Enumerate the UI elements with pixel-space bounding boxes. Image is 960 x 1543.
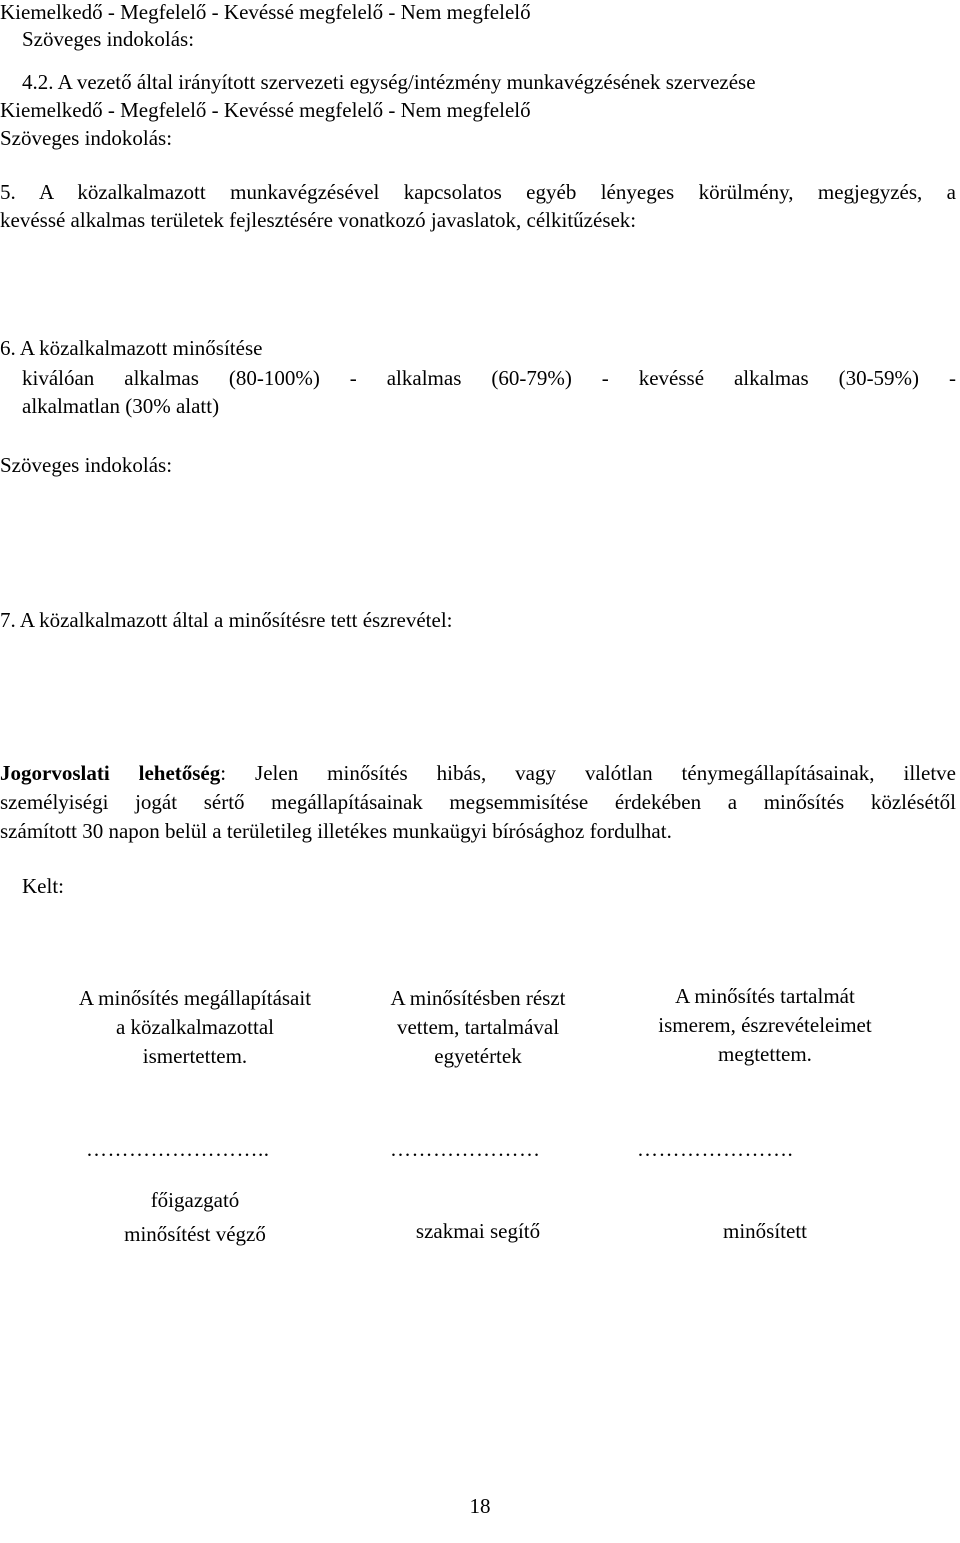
- section-5-line1: 5. A közalkalmazott munkavégzésével kapcsolatos egyéb lényeges körülmény, megjegyzés, a: [0, 180, 956, 204]
- date-label: Kelt:: [22, 874, 64, 898]
- role-line: szakmai segítő: [415, 1219, 541, 1243]
- statement-line: A minősítés tartalmát: [675, 984, 855, 1008]
- statement-line: A minősítésben részt: [390, 986, 566, 1010]
- statement-line: a közalkalmazottal: [115, 1015, 274, 1039]
- role-line: főigazgató: [150, 1188, 240, 1212]
- section-6-justification: Szöveges indokolás:: [0, 453, 173, 477]
- statement-line: megtettem.: [718, 1042, 812, 1066]
- section-4-2-rating-scale: Kiemelkedő - Megfelelő - Kevéssé megfelelő - Nem megfelelő: [0, 98, 531, 122]
- signature-role-evaluator: [60, 1183, 330, 1251]
- statement-line: ismerem, észrevételeimet: [658, 1013, 872, 1037]
- signature-line-evaluated: ………………….: [637, 1137, 794, 1161]
- section-6-scale-line1: kiválóan alkalmas (80-100%) - alkalmas (60-79%) - kevéssé alkalmas (30-59%) -: [22, 366, 956, 390]
- rating-scale-top: Kiemelkedő - Megfelelő - Kevéssé megfelelő - Nem megfelelő: [0, 0, 531, 24]
- role-line: minősített: [723, 1219, 807, 1243]
- signature-statement-assistant: [350, 984, 606, 1071]
- section-6-title: 6. A közalkalmazott minősítése: [0, 336, 263, 360]
- justification-label-top: Szöveges indokolás:: [22, 27, 195, 51]
- remedy-line1: [0, 761, 956, 786]
- role-line: minősítést végző: [124, 1222, 266, 1246]
- statement-line: vettem, tartalmával: [396, 1015, 560, 1039]
- section-4-2-justification: Szöveges indokolás:: [0, 126, 173, 150]
- section-5-line2: kevéssé alkalmas területek fejlesztésére vonatkozó javaslatok, célkitűzések:: [0, 208, 637, 232]
- signature-statement-evaluator: [40, 984, 350, 1071]
- remedy-line2: személyiségi jogát sértő megállapításainak megsemmisítése érdekében a minősítés közlésétől: [0, 790, 956, 814]
- section-4-2-title: 4.2. A vezető által irányított szervezeti egység/intézmény munkavégzésének szervezése: [22, 70, 756, 94]
- section-6-scale-line2: alkalmatlan (30% alatt): [22, 394, 220, 418]
- section-7-title: 7. A közalkalmazott által a minősítésre tett észrevétel:: [0, 608, 453, 632]
- statement-line: egyetértek: [434, 1044, 522, 1068]
- signature-line-evaluator: ……………………..: [86, 1137, 270, 1161]
- signature-line-assistant: …………………: [390, 1137, 541, 1161]
- remedy-line1-text: : Jelen minősítés hibás, vagy valótlan ténymegállapításainak, illetve: [220, 761, 956, 785]
- remedy-heading: Jogorvoslati lehetőség: [0, 761, 221, 785]
- statement-line: ismertettem.: [142, 1044, 248, 1068]
- signature-role-evaluated: [615, 1217, 915, 1246]
- signature-statement-evaluated: [615, 982, 915, 1069]
- signature-role-assistant: [350, 1217, 606, 1246]
- statement-line: A minősítés megállapításait: [78, 986, 312, 1010]
- page-number: 18: [469, 1494, 491, 1518]
- remedy-line3: számított 30 napon belül a területileg illetékes munkaügyi bírósághoz fordulhat.: [0, 819, 672, 843]
